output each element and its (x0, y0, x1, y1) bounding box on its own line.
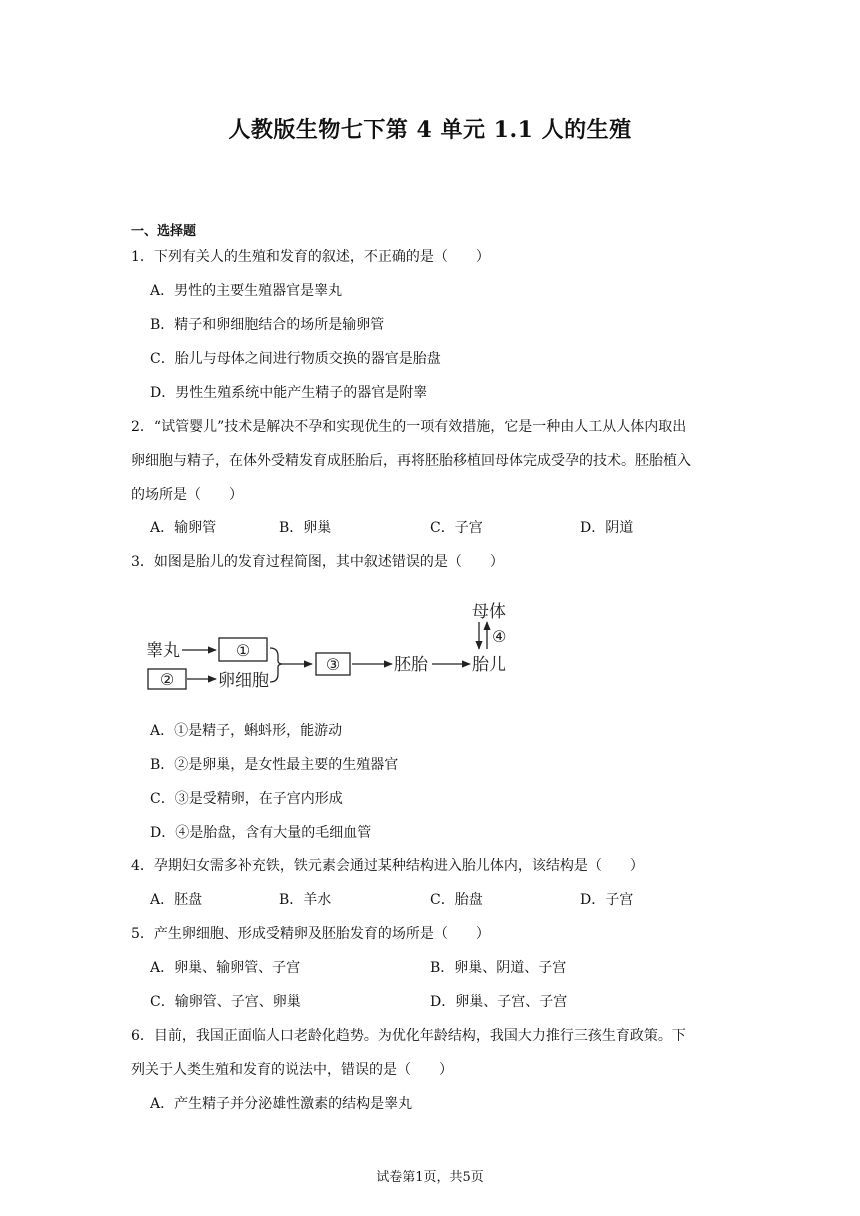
question-4-option-d: D．子宫 (580, 892, 634, 908)
question-2-stem-line1: 2．“试管婴儿”技术是解决不孕和实现优生的一项有效措施，它是一种由人工从人体内取出 (131, 419, 687, 435)
diagram-box-3-label: ③ (325, 655, 341, 674)
question-3-stem: 3．如图是胎儿的发育过程简图，其中叙述错误的是（ ） (131, 554, 504, 570)
question-3-option-b: B．②是卵巢，是女性最主要的生殖器官 (150, 757, 399, 773)
diagram-box-2-label: ② (159, 670, 175, 689)
question-4-stem: 4．孕期妇女需多补充铁，铁元素会通过某种结构进入胎儿体内，该结构是（ ） (131, 858, 644, 874)
question-5-option-d: D．卵巢、子宫、子宫 (430, 994, 568, 1010)
diagram-mother-label: 母体 (472, 602, 506, 622)
question-5-option-c: C．输卵管、子宫、卵巢 (150, 994, 301, 1010)
question-4-option-c: C．胎盘 (430, 892, 483, 908)
page-footer: 试卷第1页，共5页 (376, 1170, 484, 1185)
diagram-label-4: ④ (492, 627, 507, 646)
question-4-option-a: A．胚盘 (150, 892, 203, 908)
question-6-option-a: A．产生精子并分泌雄性激素的结构是睾丸 (150, 1096, 413, 1112)
diagram-brace (270, 648, 283, 682)
question-6-stem-line2: 列关于人类生殖和发育的说法中，错误的是（ ） (131, 1062, 453, 1078)
page-title: 人教版生物七下第 4 单元 1.1 人的生殖 (228, 117, 632, 143)
diagram-box-1-label: ① (235, 641, 251, 660)
fetal-development-diagram (140, 598, 540, 698)
question-1-option-b: B．精子和卵细胞结合的场所是输卵管 (150, 317, 385, 333)
question-1-option-c: C．胎儿与母体之间进行物质交换的器官是胎盘 (150, 351, 441, 367)
question-2-stem-line3: 的场所是（ ） (131, 487, 243, 503)
question-2-stem-line2: 卵细胞与精子，在体外受精发育成胚胎后，再将胚胎移植回母体完成受孕的技术。胚胎植入 (131, 453, 691, 469)
diagram-egg-label: 卵细胞 (218, 671, 269, 691)
question-4-option-b: B．羊水 (279, 892, 332, 908)
question-3-option-c: C．③是受精卵，在子宫内形成 (150, 791, 343, 807)
question-5-stem: 5．产生卵细胞、形成受精卵及胚胎发育的场所是（ ） (131, 926, 490, 942)
question-2-option-a: A．输卵管 (150, 520, 217, 536)
question-2-option-d: D．阴道 (580, 520, 634, 536)
question-1-stem: 1．下列有关人的生殖和发育的叙述，不正确的是（ ） (131, 249, 490, 265)
question-1-option-a: A．男性的主要生殖器官是睾丸 (150, 283, 343, 299)
question-3-option-d: D．④是胎盘，含有大量的毛细血管 (150, 825, 372, 841)
diagram-embryo-label: 胚胎 (394, 655, 428, 675)
question-5-option-b: B．卵巢、阴道、子宫 (430, 960, 567, 976)
question-5-option-a: A．卵巢、输卵管、子宫 (150, 960, 301, 976)
section-heading: 一、选择题 (131, 224, 197, 239)
question-3-option-a: A．①是精子，蝌蚪形，能游动 (150, 723, 343, 739)
question-6-stem-line1: 6．目前，我国正面临人口老龄化趋势。为优化年龄结构，我国大力推行三孩生育政策。下 (131, 1028, 686, 1044)
diagram-fetus-label: 胎儿 (472, 655, 506, 675)
diagram-testis-label: 睾丸 (146, 641, 180, 661)
question-2-option-b: B．卵巢 (279, 520, 332, 536)
question-1-option-d: D．男性生殖系统中能产生精子的器官是附睾 (150, 385, 428, 401)
question-2-option-c: C．子宫 (430, 520, 483, 536)
